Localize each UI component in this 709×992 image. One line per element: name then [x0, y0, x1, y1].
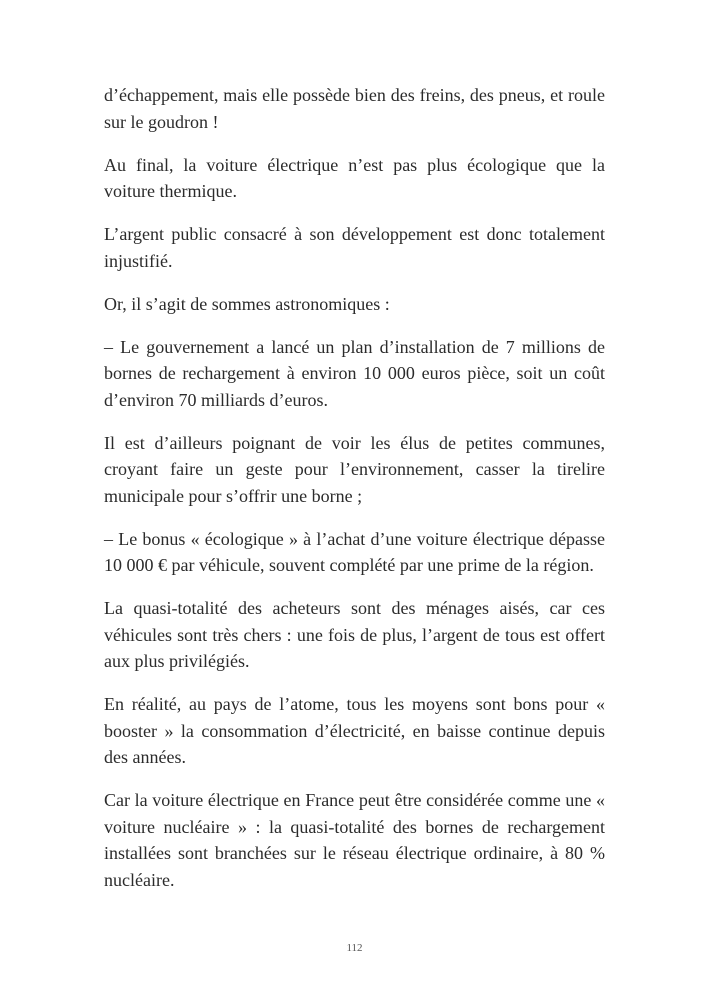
paragraph: Car la voiture électrique en France peut être considérée comme une « voiture nucléaire » : la quasi-totalité des bornes de rechargement installées sont branchées sur le réseau électrique ordinaire, à 80 % nucléaire. [104, 790, 605, 890]
paragraph: En réalité, au pays de l’atome, tous les moyens sont bons pour « booster » la consommation d’électricité, en baisse continue depuis des années. [104, 694, 605, 767]
paragraph: L’argent public consacré à son développement est donc totalement injustifié. [104, 224, 605, 271]
paragraph: – Le bonus « écologique » à l’achat d’une voiture électrique dépasse 10 000 € par véhicule, souvent complété par une prime de la région. [104, 528, 605, 575]
paragraph: Or, il s’agit de sommes astronomiques : [104, 293, 390, 314]
paragraph: Au final, la voiture électrique n’est pas plus écologique que la voiture thermique. [104, 154, 605, 201]
body-text [104, 82, 605, 910]
paragraph: Il est d’ailleurs poignant de voir les élus de petites communes, croyant faire un geste pour l’environnement, casser la tirelire municipale pour s’offrir une borne ; [104, 432, 605, 506]
paragraph: La quasi-totalité des acheteurs sont des ménages aisés, car ces véhicules sont très chers : une fois de plus, l’argent de tous est offert aux plus privilégiés. [104, 598, 605, 671]
page-number: 112 [346, 942, 363, 954]
paragraph: – Le gouvernement a lancé un plan d’installation de 7 millions de bornes de rechargement à environ 10 000 euros pièce, soit un coût d’environ 70 milliards d’euros. [104, 336, 605, 410]
paragraph: d’échappement, mais elle possède bien des freins, des pneus, et roule sur le goudron ! [104, 85, 605, 132]
